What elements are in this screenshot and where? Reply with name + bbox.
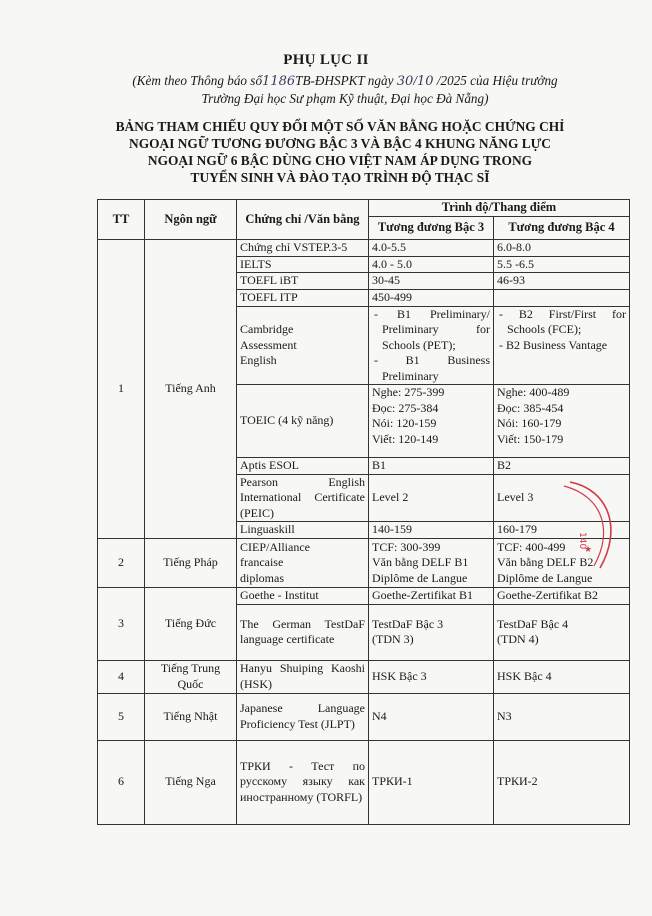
score-line: Nghe: 400-489 xyxy=(497,385,570,399)
handwritten-month: 10 xyxy=(416,74,434,89)
level-line: TestDaF Bậc 3 xyxy=(372,616,444,631)
document-title xyxy=(100,118,580,186)
level-line: (TDN 4) xyxy=(497,632,539,646)
level3-cell: 4.0 - 5.0 xyxy=(369,256,494,273)
level4-cell xyxy=(494,604,630,660)
score-line: Nghe: 275-399 xyxy=(372,385,445,399)
attach-suffix: /2025 của Hiệu trưởng xyxy=(436,73,558,88)
level4-cell: HSK Bậc 4 xyxy=(494,660,630,693)
attachment-note-line-1 xyxy=(110,72,580,90)
level3-cell: N4 xyxy=(369,693,494,740)
certificate-cell: Goethe - Institut xyxy=(237,588,369,605)
title-line: NGOẠI NGỮ 6 BẬC DÙNG CHO VIỆT NAM ÁP DỤNG TRONG xyxy=(147,153,533,168)
handwritten-day: 30 xyxy=(396,74,414,89)
level4-cell: 5.5 -6.5 xyxy=(494,256,630,273)
level3-cell: 140-159 xyxy=(369,522,494,539)
date-separator: / xyxy=(413,73,417,88)
attach-mid: TB-ĐHSPKT ngày xyxy=(295,73,394,88)
appendix-title: PHỤ LỤC II xyxy=(283,52,369,68)
level4-cell xyxy=(494,289,630,306)
level4-cell: 160-179 xyxy=(494,522,630,539)
level3-cell xyxy=(369,306,494,385)
certificate-cell: Hanyu Shuiping Kaoshi (HSK) xyxy=(237,660,369,693)
row-number: 1 xyxy=(98,239,145,539)
handwritten-number: 1186 xyxy=(262,74,296,89)
score-line: Đọc: 275-384 xyxy=(372,400,439,415)
table-row xyxy=(98,660,630,693)
level-line: Diplôme de Langue xyxy=(372,570,468,585)
attach-prefix: (Kèm theo Thông báo số xyxy=(132,73,263,88)
cert-line: Cambridge xyxy=(240,322,294,336)
level4-cell: ТРКИ-2 xyxy=(494,740,630,824)
level-line: TestDaF Bậc 4 xyxy=(497,616,569,631)
cert-line: English xyxy=(240,353,277,367)
level4-cell: Level 3 xyxy=(494,474,630,522)
score-line: Đọc: 385-454 xyxy=(497,400,564,415)
cert-line: francaise xyxy=(240,555,284,570)
certificate-cell xyxy=(237,306,369,385)
level3-cell: HSK Bậc 3 xyxy=(369,660,494,693)
table-row xyxy=(98,588,630,605)
level-line: Văn bằng DELF B2 xyxy=(497,555,594,570)
level4-cell: 46-93 xyxy=(494,273,630,290)
header-level-group: Trình độ/Thang điểm xyxy=(369,200,630,217)
row-number: 6 xyxy=(98,740,145,824)
certificate-cell: Chứng chỉ VSTEP.3-5 xyxy=(237,239,369,256)
level3-cell: B1 xyxy=(369,458,494,475)
equivalence-table xyxy=(97,199,630,825)
cert-line: diplomas xyxy=(240,570,284,585)
level3-cell: Level 2 xyxy=(369,474,494,522)
level-item: - B1 Business Preliminary xyxy=(374,353,490,383)
level3-cell: 450-499 xyxy=(369,289,494,306)
level3-cell xyxy=(369,604,494,660)
certificate-cell xyxy=(237,539,369,588)
level-item: - B2 Business Vantage xyxy=(499,337,608,352)
cert-line: Assessment xyxy=(240,337,297,352)
level-line: (TDN 3) xyxy=(372,632,414,646)
level4-cell: N3 xyxy=(494,693,630,740)
certificate-cell: TOEFL ITP xyxy=(237,289,369,306)
level4-cell: 6.0-8.0 xyxy=(494,239,630,256)
level4-cell xyxy=(494,306,630,385)
row-number: 3 xyxy=(98,588,145,661)
level-line: TCF: 400-499 xyxy=(497,539,566,554)
certificate-cell: Japanese Language Proficiency Test (JLPT) xyxy=(237,693,369,740)
level3-cell: 30-45 xyxy=(369,273,494,290)
certificate-cell: Pearson English International Certificate (PEIC) xyxy=(237,474,369,522)
attachment-note xyxy=(110,72,580,107)
score-line: Nói: 120-159 xyxy=(372,416,437,430)
language-name: Tiếng Trung Quốc xyxy=(145,660,237,693)
certificate-cell: TOEFL iBT xyxy=(237,273,369,290)
level4-cell: B2 xyxy=(494,458,630,475)
header-level4: Tương đương Bậc 4 xyxy=(494,216,630,239)
cert-line: CIEP/Alliance xyxy=(240,539,310,554)
language-name: Tiếng Anh xyxy=(145,239,237,539)
header-certificate: Chứng chỉ /Văn bằng xyxy=(237,200,369,240)
level3-cell xyxy=(369,385,494,458)
score-line: Nói: 160-179 xyxy=(497,416,562,430)
language-name: Tiếng Nga xyxy=(145,740,237,824)
title-line: BẢNG THAM CHIẾU QUY ĐỔI MỘT SỐ VĂN BẰNG HOẶC CHỨNG CHỈ xyxy=(115,119,565,134)
level3-cell: Goethe-Zertifikat B1 xyxy=(369,588,494,605)
level3-cell xyxy=(369,539,494,588)
level4-cell xyxy=(494,385,630,458)
header-level3: Tương đương Bậc 3 xyxy=(369,216,494,239)
row-number: 5 xyxy=(98,693,145,740)
certificate-cell: IELTS xyxy=(237,256,369,273)
certificate-cell: Linguaskill xyxy=(237,522,369,539)
row-number: 4 xyxy=(98,660,145,693)
language-name: Tiếng Nhật xyxy=(145,693,237,740)
level-item: - B2 First/First for Schools (FCE); xyxy=(499,306,626,336)
certificate-cell: ТРКИ - Тест по русскому языку как иностранному (TORFL) xyxy=(237,740,369,824)
language-name: Tiếng Đức xyxy=(145,588,237,661)
level4-cell xyxy=(494,539,630,588)
level-item: - B1 Preliminary/ Preliminary for Schools (PET); xyxy=(374,306,490,352)
header-language: Ngôn ngữ xyxy=(145,200,237,240)
certificate-cell: The German TestDaF language certificate xyxy=(237,604,369,660)
language-name: Tiếng Pháp xyxy=(145,539,237,588)
level-line: TCF: 300-399 xyxy=(372,539,441,554)
attachment-note-line-2: Trường Đại học Sư phạm Kỹ thuật, Đại học Đà Nẵng) xyxy=(201,91,489,106)
score-line: Viết: 120-149 xyxy=(372,431,439,446)
table-row xyxy=(98,740,630,824)
table-row xyxy=(98,239,630,256)
level3-cell: ТРКИ-1 xyxy=(369,740,494,824)
table-row xyxy=(98,539,630,588)
level4-cell: Goethe-Zertifikat B2 xyxy=(494,588,630,605)
seal-text: 140 xyxy=(577,532,587,550)
level3-cell: 4.0-5.5 xyxy=(369,239,494,256)
certificate-cell: TOEIC (4 kỹ năng) xyxy=(237,385,369,458)
certificate-cell: Aptis ESOL xyxy=(237,458,369,475)
row-number: 2 xyxy=(98,539,145,588)
title-line: TUYỂN SINH VÀ ĐÀO TẠO TRÌNH ĐỘ THẠC SĨ xyxy=(190,170,490,185)
header-tt: TT xyxy=(98,200,145,240)
level-line: Văn bằng DELF B1 xyxy=(372,555,469,570)
table-row xyxy=(98,693,630,740)
level-line: Diplôme de Langue xyxy=(497,570,593,585)
title-line: NGOẠI NGỮ TƯƠNG ĐƯƠNG BẬC 3 VÀ BẬC 4 KHUNG NĂNG LỰC xyxy=(129,136,551,151)
seal-star-icon: ★ xyxy=(584,545,593,555)
score-line: Viết: 150-179 xyxy=(497,431,564,446)
